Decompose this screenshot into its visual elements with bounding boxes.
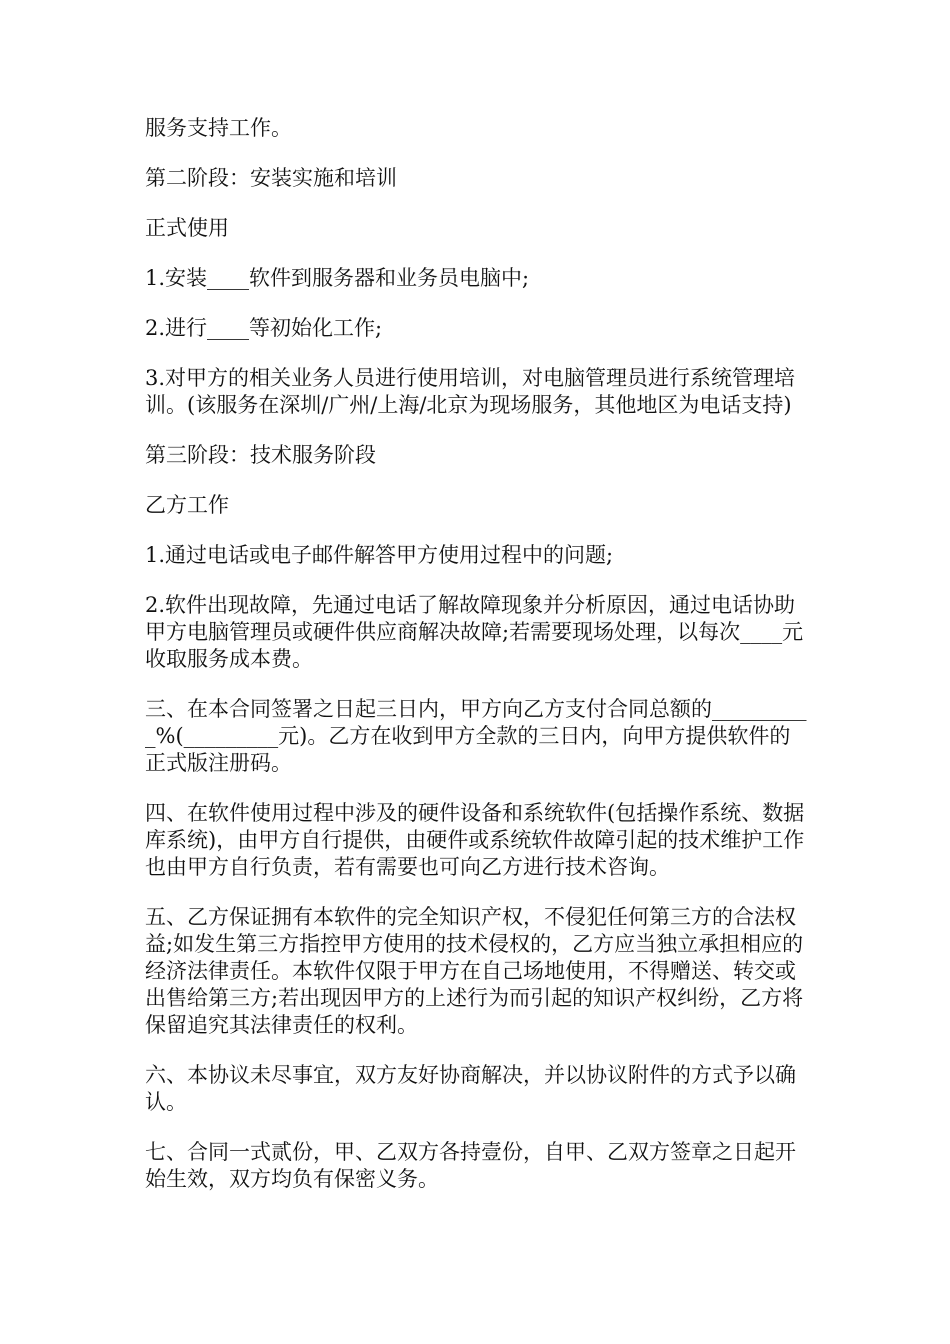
list-item-fault-handling: 2.软件出现故障，先通过电话了解故障现象并分析原因，通过电话协助甲方电脑管理员或硬件供应商解决故障;若需要现场处理，以每次____元收取服务成本费。	[145, 593, 804, 671]
paragraph-party-b-work: 乙方工作	[145, 493, 229, 517]
clause-six-unresolved: 六、本协议未尽事宜，双方友好协商解决，并以协议附件的方式予以确认。	[145, 1063, 796, 1114]
list-item-phone-email-support: 1.通过电话或电子邮件解答甲方使用过程中的问题;	[145, 543, 614, 567]
list-item-training: 3.对甲方的相关业务人员进行使用培训，对电脑管理员进行系统管理培训。(该服务在深圳/广州/上海/北京为现场服务，其他地区为电话支持)	[145, 366, 796, 417]
clause-four-hardware: 四、在软件使用过程中涉及的硬件设备和系统软件(包括操作系统、数据库系统)，由甲方自行提供，由硬件或系统软件故障引起的技术维护工作也由甲方自行负责，若有需要也可向乙方进行技术咨询。	[145, 801, 805, 879]
list-item-initialize: 2.进行____等初始化工作;	[145, 316, 383, 340]
heading-stage-two: 第二阶段：安装实施和培训	[145, 166, 397, 190]
heading-stage-three: 第三阶段：技术服务阶段	[145, 443, 376, 467]
paragraph-service-support: 服务支持工作。	[145, 116, 292, 140]
document-body	[145, 115, 810, 1216]
list-item-install: 1.安装____软件到服务器和业务员电脑中;	[145, 266, 530, 290]
clause-five-ip: 五、乙方保证拥有本软件的完全知识产权，不侵犯任何第三方的合法权益;如发生第三方指控甲方使用的技术侵权的，乙方应当独立承担相应的经济法律责任。本软件仅限于甲方在自己场地使用，不得赠送、转交或出售给第三方;若出现因甲方的上述行为而引起的知识产权纠纷，乙方将保留追究其法律责任的权利。	[145, 905, 804, 1037]
clause-seven-copies: 七、合同一式贰份，甲、乙双方各持壹份，自甲、乙双方签章之日起开始生效，双方均负有保密义务。	[145, 1140, 796, 1191]
clause-three-payment: 三、在本合同签署之日起三日内，甲方向乙方支付合同总额的__________%(_________元)。乙方在收到甲方全款的三日内，向甲方提供软件的正式版注册码。	[145, 697, 807, 775]
paragraph-formal-use: 正式使用	[145, 216, 229, 240]
